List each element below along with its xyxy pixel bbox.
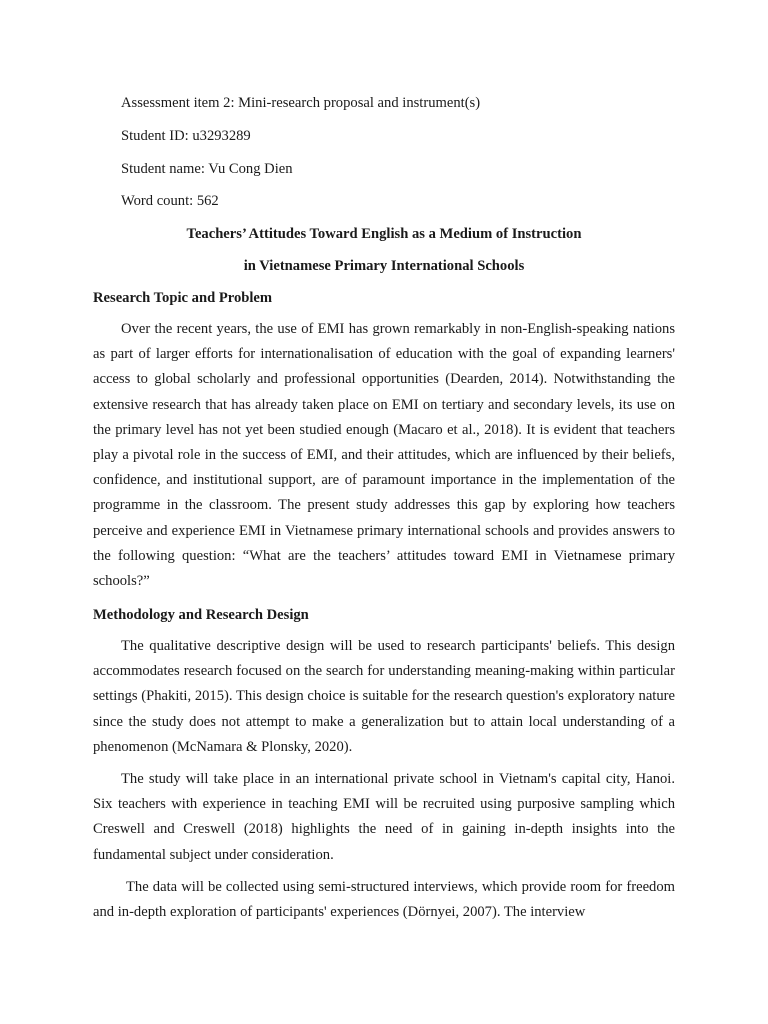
paragraph-topic: Over the recent years, the use of EMI has grown remarkably in non-English-speaking nations as part of larger efforts for internationalisation of education with the goal of expanding learners' access to global scholarly and professional opportunities (Dearden, 2014). Notwithstanding the extensive research that has already taken place on EMI on tertiary and secondary levels, its use on the primary level has not yet been studied enough (Macaro et al., 2018). It is evident that teachers play a pivotal role in the success of EMI, and their attitudes, which are influenced by their beliefs, confidence, and institutional support, are of paramount importance in the implementation of the programme in the classroom. The present study addresses this gap by exploring how teachers perceive and experience EMI in Vietnamese primary international schools and provides answers to the following question: “What are the teachers’ attitudes toward EMI in Vietnamese primary schools?” [93,321,675,590]
document-title-line-1: Teachers’ Attitudes Toward English as a Medium of Instruction [186,226,582,242]
document-title-line-2: in Vietnamese Primary International Schools [243,258,525,274]
paragraph-methodology-1: The qualitative descriptive design will be used to research participants' beliefs. This design accommodates research focused on the search for understanding meaning-making within particular settings (Phakiti, 2015). This design choice is suitable for the research question's exploratory nature since the study does not attempt to make a generalization but to attain local understanding of a phenomenon (McNamara & Plonsky, 2020). [93,638,675,755]
paragraph-methodology-2: The study will take place in an international private school in Vietnam's capital city, Hanoi. Six teachers with experience in teaching EMI will be recruited using purposive sampling which Creswell and Creswell (2018) highlights the need of in gaining in-depth insights into the fundamental subject under consideration. [93,771,675,863]
paragraph-methodology-3: The data will be collected using semi-structured interviews, which provide room for freedom and in-depth exploration of participants' experiences (Dörnyei, 2007). The interview [93,879,675,921]
student-name: Student name: Vu Cong Dien [121,161,293,177]
word-count: Word count: 562 [121,193,219,209]
assessment-item: Assessment item 2: Mini-research proposal and instrument(s) [121,95,481,111]
section-heading-methodology: Methodology and Research Design [93,607,309,623]
section-heading-topic: Research Topic and Problem [93,290,273,306]
student-id: Student ID: u3293289 [121,128,251,144]
